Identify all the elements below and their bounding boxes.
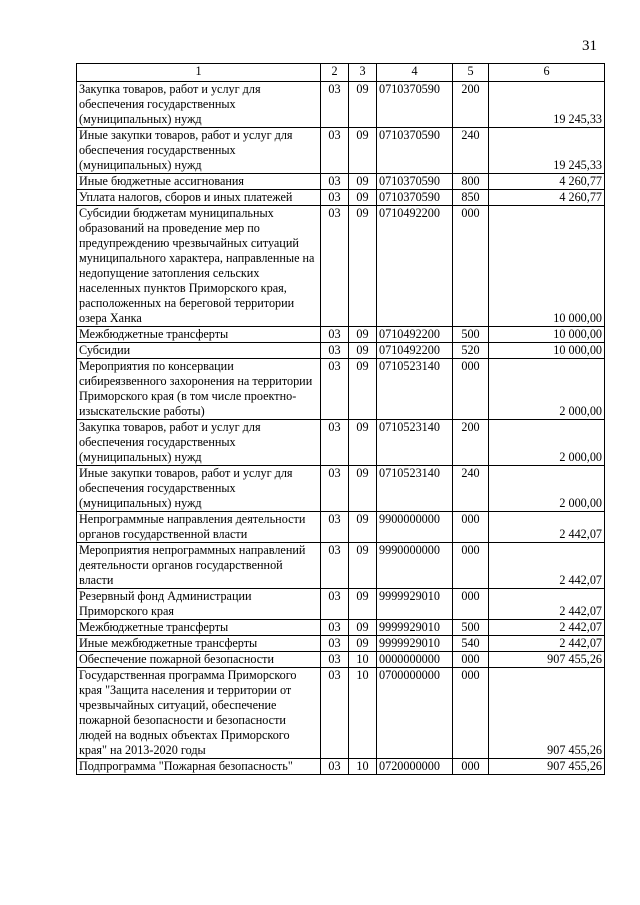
row-name-cell: Иные межбюджетные трансферты	[77, 636, 321, 652]
target-article-cell: 0720000000	[377, 759, 453, 775]
expense-type-cell: 240	[453, 128, 489, 174]
table-row	[77, 466, 605, 512]
section-cell: 03	[321, 343, 349, 359]
subsection-cell: 09	[349, 343, 377, 359]
amount-cell: 2 442,07	[489, 589, 605, 620]
target-article-cell: 0710523140	[377, 359, 453, 420]
section-cell: 03	[321, 206, 349, 327]
expense-type-cell: 540	[453, 636, 489, 652]
row-name-cell: Иные закупки товаров, работ и услуг для обеспечения государственных (муниципальных) нужд	[77, 466, 321, 512]
target-article-cell: 9900000000	[377, 512, 453, 543]
column-header: 3	[349, 64, 377, 82]
amount-cell: 10 000,00	[489, 206, 605, 327]
subsection-cell: 09	[349, 359, 377, 420]
target-article-cell: 0000000000	[377, 652, 453, 668]
amount-cell: 19 245,33	[489, 82, 605, 128]
subsection-cell: 09	[349, 82, 377, 128]
subsection-cell: 09	[349, 636, 377, 652]
target-article-cell: 9999929010	[377, 589, 453, 620]
row-name-cell: Мероприятия непрограммных направлений деятельности органов государственной власти	[77, 543, 321, 589]
section-cell: 03	[321, 420, 349, 466]
table-row	[77, 128, 605, 174]
section-cell: 03	[321, 543, 349, 589]
subsection-cell: 09	[349, 589, 377, 620]
subsection-cell: 09	[349, 128, 377, 174]
column-header: 4	[377, 64, 453, 82]
subsection-cell: 09	[349, 466, 377, 512]
row-name-cell: Межбюджетные трансферты	[77, 620, 321, 636]
row-name-cell: Закупка товаров, работ и услуг для обеспечения государственных (муниципальных) нужд	[77, 82, 321, 128]
table-row	[77, 620, 605, 636]
amount-cell: 10 000,00	[489, 343, 605, 359]
amount-cell: 2 000,00	[489, 466, 605, 512]
amount-cell: 2 442,07	[489, 512, 605, 543]
subsection-cell: 09	[349, 620, 377, 636]
table-row	[77, 652, 605, 668]
table-row	[77, 543, 605, 589]
target-article-cell: 0710370590	[377, 190, 453, 206]
row-name-cell: Резервный фонд Администрации Приморского края	[77, 589, 321, 620]
table-row	[77, 174, 605, 190]
subsection-cell: 09	[349, 174, 377, 190]
amount-cell: 907 455,26	[489, 668, 605, 759]
table-row	[77, 327, 605, 343]
row-name-cell: Государственная программа Приморского края "Защита населения и территории от чрезвычайных ситуаций, обеспечение пожарной безопасности и безопасности людей на водных объектах Приморского края" на 2013-2020 годы	[77, 668, 321, 759]
table-row	[77, 359, 605, 420]
section-cell: 03	[321, 652, 349, 668]
expense-type-cell: 520	[453, 343, 489, 359]
expense-type-cell: 240	[453, 466, 489, 512]
column-header: 2	[321, 64, 349, 82]
section-cell: 03	[321, 512, 349, 543]
section-cell: 03	[321, 636, 349, 652]
table-row	[77, 190, 605, 206]
expense-type-cell: 000	[453, 759, 489, 775]
row-name-cell: Мероприятия по консервации сибиреязвенного захоронения на территории Приморского края (в том числе проектно-изыскательские работы)	[77, 359, 321, 420]
row-name-cell: Иные закупки товаров, работ и услуг для обеспечения государственных (муниципальных) нужд	[77, 128, 321, 174]
target-article-cell: 0710370590	[377, 174, 453, 190]
expense-type-cell: 200	[453, 82, 489, 128]
row-name-cell: Непрограммные направления деятельности органов государственной власти	[77, 512, 321, 543]
expense-type-cell: 000	[453, 206, 489, 327]
target-article-cell: 0710523140	[377, 466, 453, 512]
expense-type-cell: 000	[453, 589, 489, 620]
amount-cell: 2 000,00	[489, 420, 605, 466]
row-name-cell: Подпрограмма "Пожарная безопасность"	[77, 759, 321, 775]
expense-type-cell: 800	[453, 174, 489, 190]
target-article-cell: 9999929010	[377, 620, 453, 636]
table-row	[77, 82, 605, 128]
page-number: 31	[582, 38, 597, 54]
target-article-cell: 9999929010	[377, 636, 453, 652]
expense-type-cell: 000	[453, 543, 489, 589]
section-cell: 03	[321, 359, 349, 420]
target-article-cell: 0710370590	[377, 82, 453, 128]
expense-type-cell: 000	[453, 359, 489, 420]
table-row	[77, 636, 605, 652]
amount-cell: 2 442,07	[489, 620, 605, 636]
amount-cell: 4 260,77	[489, 190, 605, 206]
expense-type-cell: 500	[453, 327, 489, 343]
section-cell: 03	[321, 190, 349, 206]
target-article-cell: 0710523140	[377, 420, 453, 466]
row-name-cell: Обеспечение пожарной безопасности	[77, 652, 321, 668]
amount-cell: 19 245,33	[489, 128, 605, 174]
section-cell: 03	[321, 668, 349, 759]
target-article-cell: 0710492200	[377, 206, 453, 327]
expense-type-cell: 850	[453, 190, 489, 206]
row-name-cell: Субсидии бюджетам муниципальных образований на проведение мер по предупреждению чрезвычайных ситуаций муниципального характера, направленные на недопущение затопления сельских населенных пунктов Приморского края, расположенных на береговой территории озера Ханка	[77, 206, 321, 327]
table-row	[77, 206, 605, 327]
expense-type-cell: 500	[453, 620, 489, 636]
section-cell: 03	[321, 620, 349, 636]
subsection-cell: 09	[349, 206, 377, 327]
target-article-cell: 0710370590	[377, 128, 453, 174]
budget-table	[76, 63, 605, 775]
target-article-cell: 0710492200	[377, 327, 453, 343]
table-row	[77, 512, 605, 543]
subsection-cell: 09	[349, 420, 377, 466]
section-cell: 03	[321, 589, 349, 620]
amount-cell: 907 455,26	[489, 759, 605, 775]
table-row	[77, 420, 605, 466]
expense-type-cell: 000	[453, 512, 489, 543]
amount-cell: 2 442,07	[489, 543, 605, 589]
table-row	[77, 343, 605, 359]
table-row	[77, 668, 605, 759]
section-cell: 03	[321, 759, 349, 775]
target-article-cell: 0700000000	[377, 668, 453, 759]
column-header: 1	[77, 64, 321, 82]
amount-cell: 2 442,07	[489, 636, 605, 652]
section-cell: 03	[321, 128, 349, 174]
section-cell: 03	[321, 327, 349, 343]
row-name-cell: Межбюджетные трансферты	[77, 327, 321, 343]
row-name-cell: Субсидии	[77, 343, 321, 359]
row-name-cell: Закупка товаров, работ и услуг для обеспечения государственных (муниципальных) нужд	[77, 420, 321, 466]
row-name-cell: Иные бюджетные ассигнования	[77, 174, 321, 190]
expense-type-cell: 000	[453, 668, 489, 759]
subsection-cell: 10	[349, 668, 377, 759]
subsection-cell: 10	[349, 759, 377, 775]
amount-cell: 907 455,26	[489, 652, 605, 668]
subsection-cell: 09	[349, 512, 377, 543]
amount-cell: 2 000,00	[489, 359, 605, 420]
amount-cell: 10 000,00	[489, 327, 605, 343]
target-article-cell: 9990000000	[377, 543, 453, 589]
table-row	[77, 589, 605, 620]
subsection-cell: 09	[349, 543, 377, 589]
section-cell: 03	[321, 82, 349, 128]
section-cell: 03	[321, 466, 349, 512]
target-article-cell: 0710492200	[377, 343, 453, 359]
subsection-cell: 10	[349, 652, 377, 668]
expense-type-cell: 200	[453, 420, 489, 466]
subsection-cell: 09	[349, 190, 377, 206]
section-cell: 03	[321, 174, 349, 190]
table-header-row	[77, 64, 605, 82]
table-row	[77, 759, 605, 775]
column-header: 5	[453, 64, 489, 82]
expense-type-cell: 000	[453, 652, 489, 668]
column-header: 6	[489, 64, 605, 82]
subsection-cell: 09	[349, 327, 377, 343]
amount-cell: 4 260,77	[489, 174, 605, 190]
row-name-cell: Уплата налогов, сборов и иных платежей	[77, 190, 321, 206]
